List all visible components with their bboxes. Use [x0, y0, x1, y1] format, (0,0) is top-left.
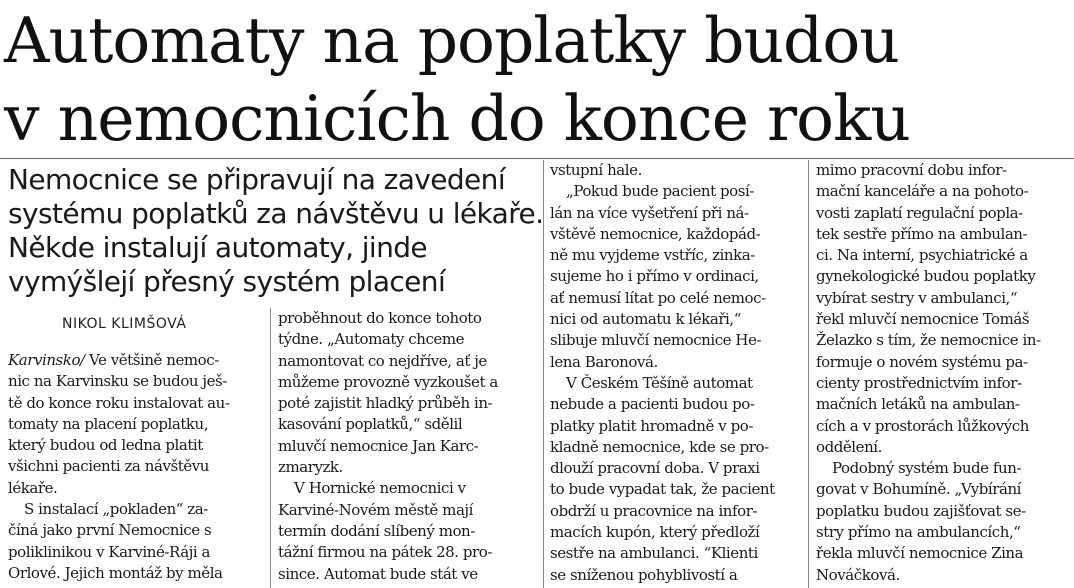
text-line: řekl mluvčí nemocnice Tomáš [816, 310, 1030, 329]
text-line: dlouží pracovní doba. V praxi [550, 459, 760, 478]
lede-line: systému poplatků za návštěvu u lékaře. [8, 197, 544, 230]
text-line: kladně nemocnice, kde se pro- [550, 437, 769, 456]
column-divider [270, 308, 271, 588]
text-line: sujeme ho i přímo v ordinaci, [550, 267, 759, 286]
text-line: govat v Bohumíně. „Vybírání [816, 480, 1022, 499]
article-column-4 [816, 160, 1070, 586]
text-line: lékaře. [8, 478, 58, 497]
text-line: V Hornické nemocnici v [294, 479, 466, 498]
text-line: tek sestře přímo na ambulan- [816, 224, 1028, 243]
text-line [8, 350, 262, 371]
text-line: stry přímo na ambulancích,“ [816, 523, 1021, 542]
place-tag: Karvinsko/ [8, 351, 85, 369]
text-line: lena Baronová. [550, 352, 658, 371]
byline: NIKOL KLIMŠOVÁ [62, 316, 187, 332]
text-line: vstupní hale. [550, 161, 642, 179]
text-line: poplatku budou zajišťovat se- [816, 501, 1026, 520]
text-line: cienty prostřednictvím infor- [816, 373, 1022, 392]
text-line: Karviné-Novém městě mají [278, 500, 473, 519]
text-line: namontovat co nejdříve, ať je [278, 351, 487, 370]
text-line: kasování poplatků,“ sdělil [278, 415, 463, 434]
lede-line: Nemocnice se připravují na zavedení [8, 163, 506, 196]
text-line: ci. Na interní, psychiatrické a [816, 246, 1028, 265]
text-line: Podobný systém bude fun- [832, 459, 1022, 478]
text-line: mačních letáků na ambulan- [816, 395, 1020, 414]
lede [8, 163, 543, 299]
headline-line: Automaty na poplatky budou [4, 4, 899, 77]
text-line: platky platit hromadně v po- [550, 416, 753, 435]
text-line: obdrží u pracovnice na infor- [550, 501, 758, 520]
article-column-3 [550, 160, 800, 586]
text-line: tě do konce roku instalovat au- [8, 393, 230, 412]
text-line: nic na Karvinsku se budou ješ- [8, 372, 227, 391]
text-line: mační kanceláře a na pohoto- [816, 182, 1029, 201]
column-divider [543, 160, 544, 588]
text-line: ně mu vyjdeme vstříc, zinka- [550, 246, 755, 265]
text-fragment: Ve většině nemoc- [84, 351, 219, 369]
text-line: macích kupón, který předloží [550, 523, 760, 542]
text-line: poté zajistit hladký průběh in- [278, 394, 493, 413]
text-line: formuje o novém systému pa- [816, 352, 1028, 371]
text-line: Nováčková. [816, 565, 900, 584]
text-line: S instalací „pokladen“ za- [24, 500, 208, 519]
text-line: nici od automatu k lékaři,“ [550, 310, 741, 329]
text-line: Želazko s tím, že nemocnice in- [816, 331, 1041, 350]
headline [4, 2, 1070, 158]
text-line: tážní firmou na pátek 28. pro- [278, 543, 492, 562]
text-line: V Českém Těšíně automat [566, 373, 753, 392]
lede-line: Někde instalují automaty, jinde [8, 231, 428, 264]
text-line: mluvčí nemocnice Jan Karc- [278, 436, 479, 455]
text-line: „Pokud bude pacient posí- [566, 182, 754, 201]
text-line: mimo pracovní dobu infor- [816, 161, 1007, 179]
text-line: který budou od ledna platit [8, 436, 203, 455]
column-divider [808, 160, 809, 588]
text-line: nebude a pacienti budou po- [550, 395, 755, 414]
text-line: týdne. „Automaty chceme [278, 330, 465, 349]
text-line: slibuje mluvčí nemocnice He- [550, 331, 762, 350]
text-line: vybírat sestry v ambulanci,“ [816, 288, 1018, 307]
text-line: vštěvě nemocnice, každopád- [550, 224, 761, 243]
lede-line: vymýšlejí přesný systém placení [8, 265, 446, 298]
text-line: zmaryzk. [278, 458, 343, 477]
text-line: vosti zaplatí regulační popla- [816, 203, 1023, 222]
text-line: poliklinikou v Karviné-Ráji a [8, 542, 211, 561]
text-line: sestře na ambulanci. “Klienti [550, 544, 758, 563]
headline-line: v nemocnicích do konce roku [4, 82, 910, 155]
article-column-1 [8, 350, 262, 584]
text-line: cích a v prostorách lůžkových [816, 416, 1029, 435]
text-line: Orlové. Jejich montáž by měla [8, 563, 223, 582]
text-line: proběhnout do konce tohoto [278, 309, 482, 327]
text-line: gynekologické budou poplatky [816, 267, 1036, 286]
text-line: to bude vypadat tak, že pacient [550, 480, 775, 499]
text-line: číná jako první Nemocnice s [8, 521, 212, 540]
text-line: všichni pacienti za návštěvu [8, 457, 209, 476]
text-line: termín dodání slíbený mon- [278, 521, 475, 540]
text-line: since. Automat bude stát ve [278, 564, 478, 583]
text-line: ať nemusí lítat po celé nemoc- [550, 288, 766, 307]
text-line: oddělení. [816, 437, 882, 456]
text-line: lán na více vyšetření při ná- [550, 203, 749, 222]
text-line: řekla mluvčí nemocnice Zina [816, 544, 1024, 563]
text-line: se sníženou pohyblivostí a [550, 565, 738, 584]
text-line: můžeme provozně vyzkoušet a [278, 372, 498, 391]
text-line: tomaty na placení poplatku, [8, 414, 209, 433]
article-column-2 [278, 308, 528, 585]
top-divider [0, 158, 1074, 159]
